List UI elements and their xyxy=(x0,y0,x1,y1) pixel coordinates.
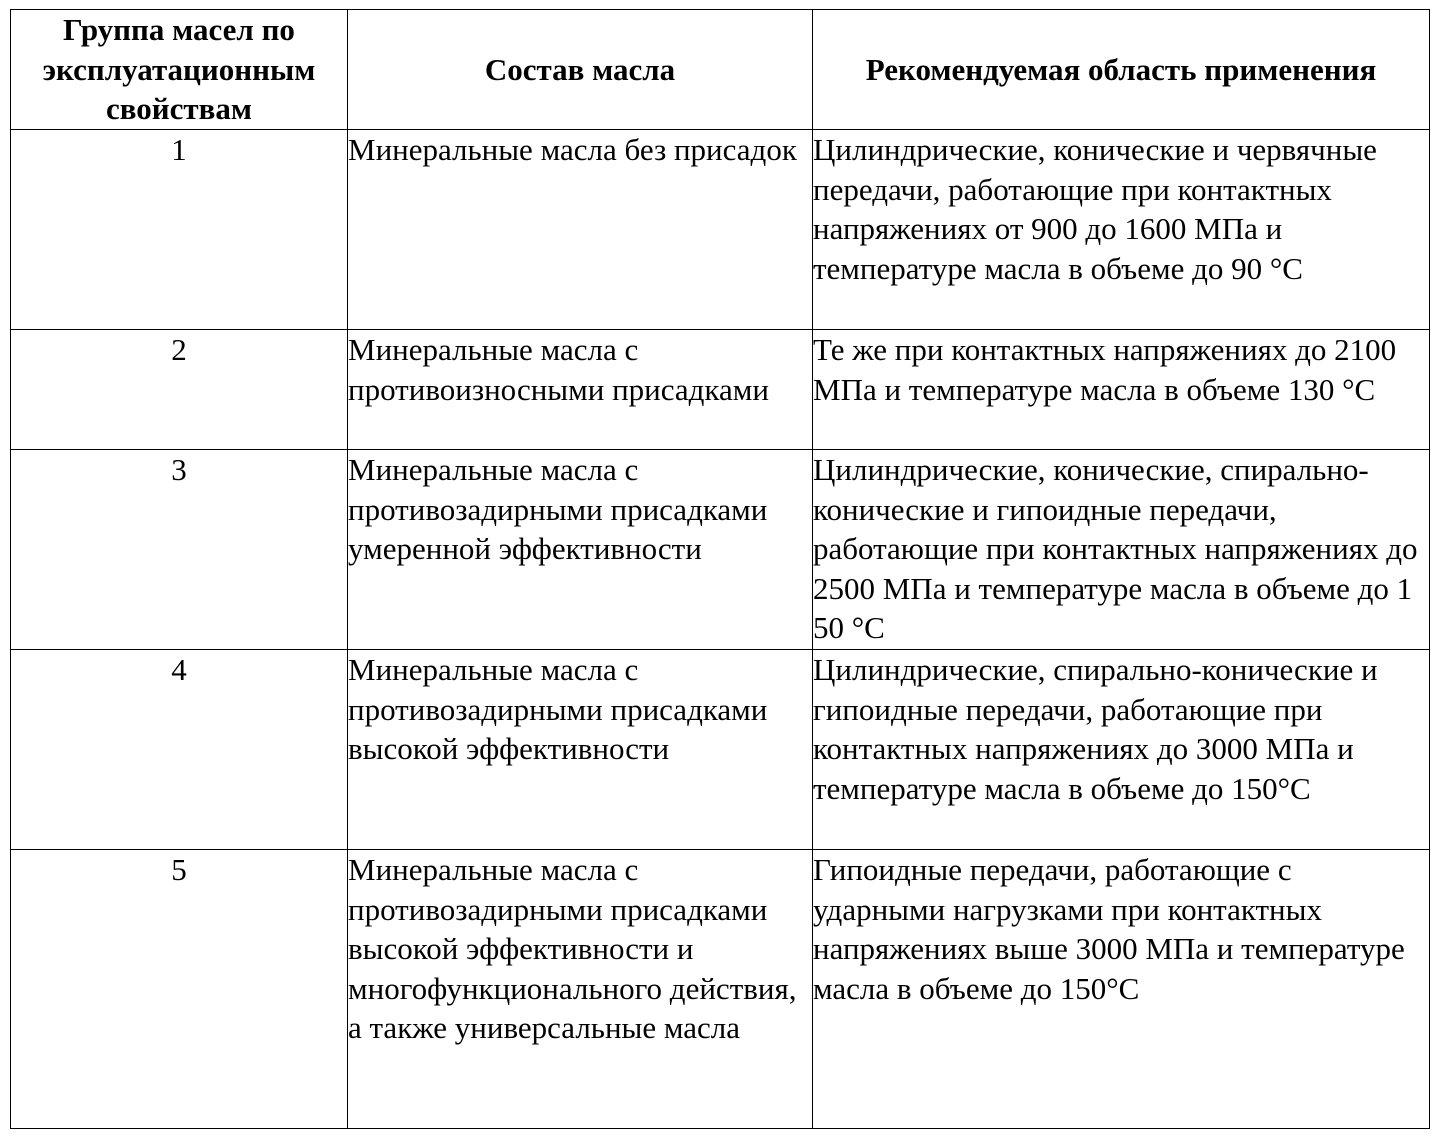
oil-composition: Минеральные масла с противоизносными присадками xyxy=(348,330,813,450)
application-area: Те же при контактных напряжениях до 2100 МПа и температуре масла в объеме 130 °С xyxy=(813,330,1430,450)
header-group: Группа масел по эксплуатационным свойствам xyxy=(11,10,348,130)
table-row xyxy=(11,130,1430,330)
table-header-row xyxy=(11,10,1430,130)
oil-groups-table xyxy=(10,9,1430,1129)
application-area: Гипоидные передачи, работающие с ударными нагрузками при контактных напряжениях выше 3000 МПа и температуре масла в объеме до 150°С xyxy=(813,850,1430,1129)
application-area: Цилиндрические, спирально-конические и гипоидные передачи, работающие при контактных напряжениях до 3000 МПа и температуре масла в объеме до 150°С xyxy=(813,650,1430,850)
table-row xyxy=(11,850,1430,1129)
oil-composition: Минеральные масла с противозадирными присадками умеренной эффективности xyxy=(348,450,813,650)
application-area: Цилиндрические, конические, спирально-конические и гипоидные передачи, работающие при контактных напряжениях до 2500 МПа и температуре масла в объеме до 1 50 °С xyxy=(813,450,1430,650)
group-number: 2 xyxy=(11,330,348,450)
oil-composition: Минеральные масла без присадок xyxy=(348,130,813,330)
group-number: 5 xyxy=(11,850,348,1129)
oil-composition: Минеральные масла с противозадирными присадками высокой эффективности xyxy=(348,650,813,850)
group-number: 1 xyxy=(11,130,348,330)
table-row xyxy=(11,330,1430,450)
group-number: 3 xyxy=(11,450,348,650)
header-application: Рекомендуемая область применения xyxy=(813,10,1430,130)
table-row xyxy=(11,650,1430,850)
application-area: Цилиндрические, конические и червячные передачи, работающие при контактных напряжениях от 900 до 1600 МПа и температуре масла в объеме до 90 °С xyxy=(813,130,1430,330)
oil-composition: Минеральные масла с противозадирными присадками высокой эффективности и многофункционального действия, а также универсальные масла xyxy=(348,850,813,1129)
group-number: 4 xyxy=(11,650,348,850)
header-composition: Состав масла xyxy=(348,10,813,130)
table-row xyxy=(11,450,1430,650)
